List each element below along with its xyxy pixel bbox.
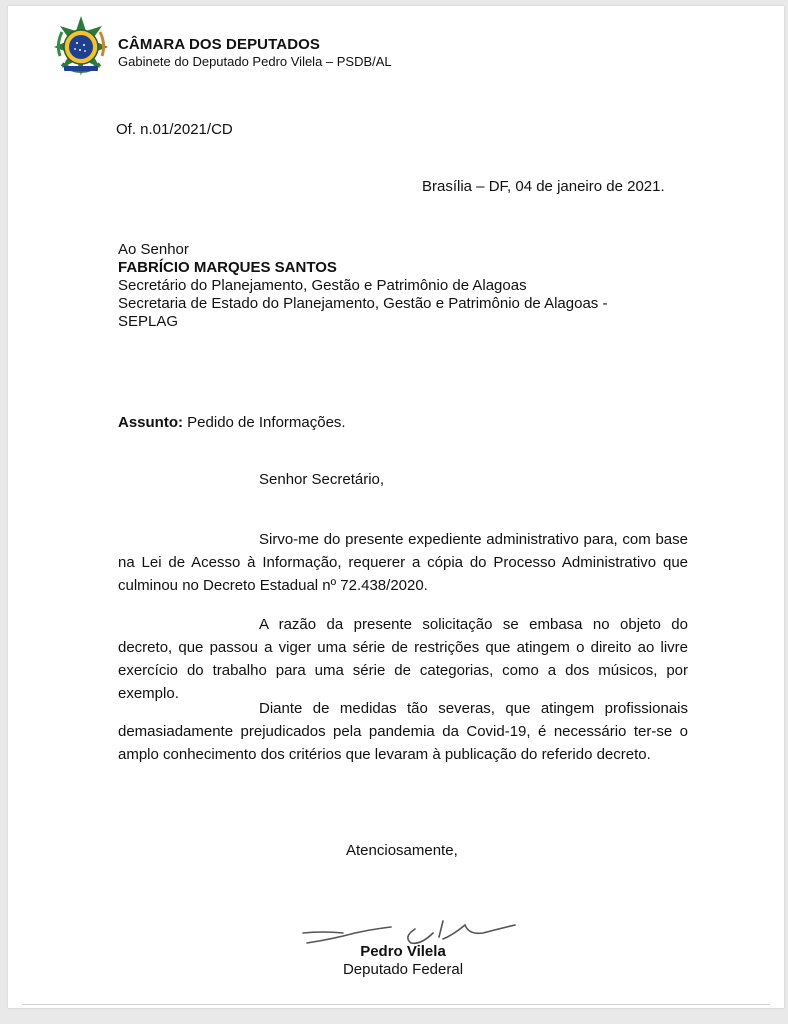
letter-page — [8, 6, 784, 1008]
addressee-title: Secretário do Planejamento, Gestão e Patrimônio de Alagoas — [118, 277, 527, 294]
paragraph-3: Diante de medidas tão severas, que atingem profissionais demasiadamente prejudicados pela pandemia da Covid-19, é necessário ter-se o amplo conhecimento dos critérios que levaram à publicação do referido decreto. — [118, 700, 688, 763]
signer-title: Deputado Federal — [342, 961, 464, 978]
addressee-name: FABRÍCIO MARQUES SANTOS — [118, 259, 337, 276]
closing: Atenciosamente, — [346, 842, 458, 859]
paragraph-1: Sirvo-me do presente expediente administrativo para, com base na Lei de Acesso à Informação, requerer a cópia do Processo Administrativo que culminou no Decreto Estadual nº 72.438/2020. — [118, 531, 688, 594]
org-subtitle: Gabinete do Deputado Pedro Vilela – PSDB/AL — [118, 54, 392, 69]
greeting: Senhor Secretário, — [259, 471, 385, 488]
signer-name: Pedro Vilela — [360, 943, 446, 960]
addressee-department-abbr: SEPLAG — [118, 313, 179, 330]
org-name: CÂMARA DOS DEPUTADOS — [118, 36, 321, 53]
brazil-coat-of-arms-icon — [50, 14, 112, 80]
subject-text: Pedido de Informações. — [183, 414, 346, 431]
addressee-department: Secretaria de Estado do Planejamento, Gestão e Patrimônio de Alagoas - — [118, 295, 608, 312]
page-divider — [22, 1004, 770, 1005]
paragraph-2: A razão da presente solicitação se embasa no objeto do decreto, que passou a viger uma série de restrições que atingem o direito ao livre exercício do trabalho para uma série de categorias, como a dos músicos, por exemplo. — [118, 616, 688, 702]
document-reference: Of. n.01/2021/CD — [116, 121, 233, 138]
subject-line — [118, 414, 346, 431]
date-line: Brasília – DF, 04 de janeiro de 2021. — [422, 178, 665, 195]
subject-label: Assunto: — [118, 414, 183, 431]
addressee-block — [118, 241, 607, 331]
addressee-salutation: Ao Senhor — [118, 241, 189, 258]
